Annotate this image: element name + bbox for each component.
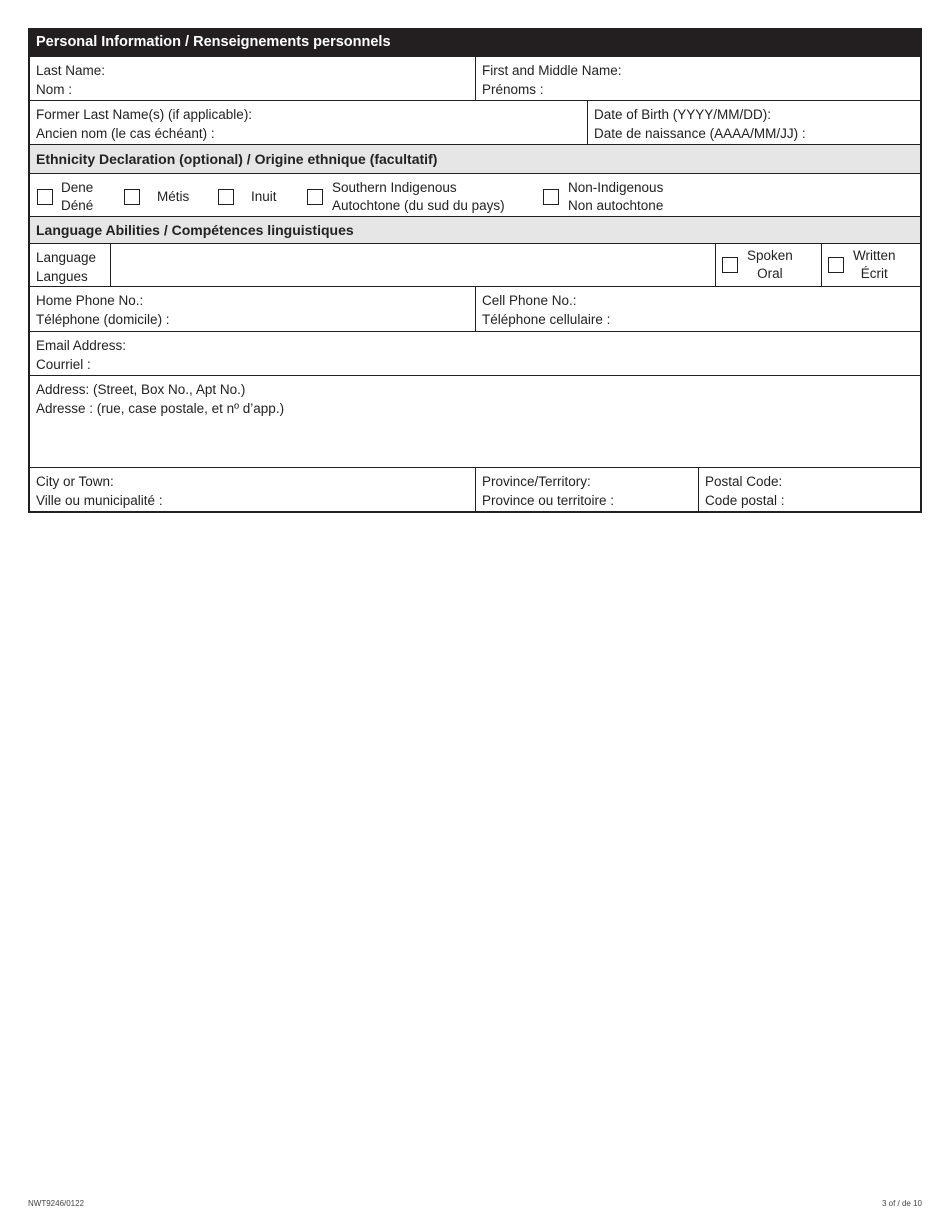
province-label-fr: Province ou territoire :: [482, 493, 615, 508]
ethnicity-option-non-indigenous[interactable]: [543, 179, 663, 215]
metis-label: Métis: [157, 189, 190, 204]
form-code: NWT9246/0122: [28, 1199, 85, 1208]
written-option[interactable]: [822, 244, 920, 286]
spoken-checkbox[interactable]: [722, 257, 738, 273]
cell-phone-field[interactable]: [476, 287, 920, 331]
page-number: 3 of / de 10: [881, 1199, 922, 1208]
dene-label-fr: Déné: [61, 198, 94, 213]
address-label-fr: Adresse : (rue, case postale, et nº d’app.): [36, 401, 285, 416]
former-last-label-en: Former Last Name(s) (if applicable):: [36, 107, 253, 122]
location-row: [30, 468, 920, 511]
written-checkbox[interactable]: [828, 257, 844, 273]
city-label-en: City or Town:: [36, 474, 114, 489]
section-title: Personal Information / Renseignements personnels: [30, 28, 920, 57]
dene-checkbox[interactable]: [37, 189, 53, 205]
phone-row: [30, 287, 920, 332]
address-row: [30, 376, 920, 468]
city-field[interactable]: [30, 468, 476, 511]
language-label-cell: [30, 244, 111, 286]
spoken-label-en: Spoken: [747, 248, 793, 263]
southern-indigenous-checkbox[interactable]: [307, 189, 323, 205]
postal-label-en: Postal Code:: [705, 474, 783, 489]
non-indigenous-checkbox[interactable]: [543, 189, 559, 205]
home-phone-label-fr: Téléphone (domicile) :: [36, 312, 170, 327]
metis-checkbox[interactable]: [124, 189, 140, 205]
first-middle-label-fr: Prénoms :: [482, 82, 544, 97]
ethnicity-option-inuit[interactable]: [218, 188, 277, 206]
address-label-en: Address: (Street, Box No., Apt No.): [36, 382, 246, 397]
last-name-field[interactable]: [30, 57, 476, 100]
southern-indigenous-label-en: Southern Indigenous: [332, 180, 457, 195]
language-label-en: Language: [36, 250, 97, 265]
written-label-en: Written: [853, 248, 896, 263]
province-label-en: Province/Territory:: [482, 474, 591, 489]
inuit-checkbox[interactable]: [218, 189, 234, 205]
non-indigenous-label-fr: Non autochtone: [568, 198, 664, 213]
last-name-label-fr: Nom :: [36, 82, 73, 97]
first-middle-label-en: First and Middle Name:: [482, 63, 622, 78]
ethnicity-option-dene[interactable]: [37, 179, 93, 215]
spoken-option[interactable]: [716, 244, 822, 286]
ethnicity-heading: Ethnicity Declaration (optional) / Origine ethnique (facultatif): [30, 145, 920, 174]
cell-phone-label-fr: Téléphone cellulaire :: [482, 312, 611, 327]
dob-label-en: Date of Birth (YYYY/MM/DD):: [594, 107, 772, 122]
non-indigenous-label-en: Non-Indigenous: [568, 180, 664, 195]
postal-code-field[interactable]: [699, 468, 920, 511]
former-last-label-fr: Ancien nom (le cas échéant) :: [36, 126, 215, 141]
province-field[interactable]: [476, 468, 699, 511]
southern-indigenous-label-fr: Autochtone (du sud du pays): [332, 198, 505, 213]
home-phone-field[interactable]: [30, 287, 476, 331]
former-name-dob-row: [30, 101, 920, 145]
ethnicity-options-row: [30, 174, 920, 217]
written-label-fr: Écrit: [860, 266, 888, 281]
date-of-birth-field[interactable]: [588, 101, 920, 144]
email-label-fr: Courriel :: [36, 357, 91, 372]
dob-label-fr: Date de naissance (AAAA/MM/JJ) :: [594, 126, 806, 141]
dene-label-en: Dene: [61, 180, 94, 195]
language-label-fr: Langues: [36, 269, 88, 284]
name-row: [30, 57, 920, 101]
language-input[interactable]: [111, 244, 716, 286]
spoken-label-fr: Oral: [757, 266, 783, 281]
cell-phone-label-en: Cell Phone No.:: [482, 293, 577, 308]
language-heading: Language Abilities / Compétences linguistiques: [30, 217, 920, 244]
address-field[interactable]: [30, 376, 920, 467]
language-row: [30, 244, 920, 287]
last-name-label-en: Last Name:: [36, 63, 106, 78]
ethnicity-option-metis[interactable]: [124, 188, 189, 206]
postal-label-fr: Code postal :: [705, 493, 785, 508]
ethnicity-option-southern-indigenous[interactable]: [307, 179, 505, 215]
first-middle-name-field[interactable]: [476, 57, 920, 100]
email-row: [30, 332, 920, 376]
personal-information-form: [28, 28, 922, 513]
former-last-name-field[interactable]: [30, 101, 588, 144]
email-label-en: Email Address:: [36, 338, 127, 353]
city-label-fr: Ville ou municipalité :: [36, 493, 163, 508]
inuit-label: Inuit: [251, 189, 277, 204]
email-field[interactable]: [30, 332, 920, 375]
home-phone-label-en: Home Phone No.:: [36, 293, 144, 308]
